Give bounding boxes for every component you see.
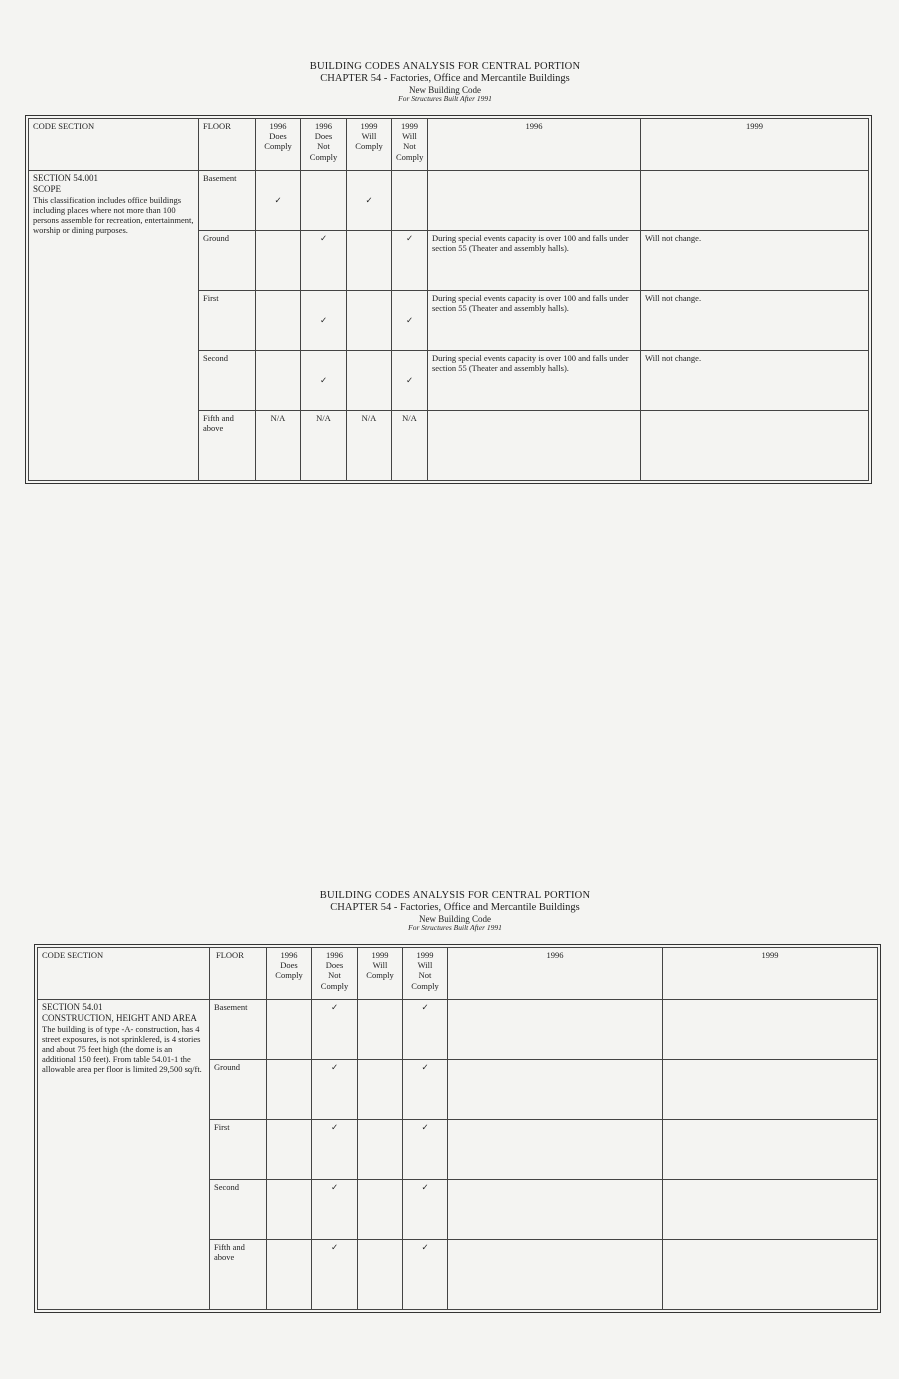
doc1-header-row — [29, 119, 869, 171]
doc2-section-cell — [38, 1000, 210, 1310]
floor-cell: Ground — [210, 1060, 267, 1120]
check-cell: ✓ — [256, 171, 301, 231]
doc2-1999-will-comply-header: 1999 Will Comply — [358, 948, 403, 1000]
check-cell — [347, 291, 392, 351]
doc1-1996-does-comply-header: 1996 Does Comply — [256, 119, 301, 171]
doc1-1999-not-comply-header: 1999 Will Not Comply — [392, 119, 428, 171]
table-row — [29, 171, 869, 231]
check-cell — [358, 1060, 403, 1120]
check-cell — [347, 351, 392, 411]
check-cell: ✓ — [312, 1120, 358, 1180]
check-cell — [267, 1120, 312, 1180]
check-cell: ✓ — [312, 1240, 358, 1310]
check-cell: ✓ — [392, 231, 428, 291]
floor-cell: First — [210, 1120, 267, 1180]
check-cell — [358, 1180, 403, 1240]
floor-cell: Fifth and above — [199, 411, 256, 481]
floor-cell: Basement — [210, 1000, 267, 1060]
doc2-section-name: CONSTRUCTION, HEIGHT AND AREA — [42, 1012, 197, 1023]
na-cell: N/A — [256, 411, 301, 481]
note-1999-cell — [641, 171, 869, 231]
check-cell — [301, 171, 347, 231]
doc2-1996-does-comply-header: 1996 Does Comply — [267, 948, 312, 1000]
doc2-section-text: The building is of type -A- construction, has 4 street exposures, is not sprinklered, is 4 stories and about 75 feet high (the dome is an additional 150 feet). From table 54.01-1 the allowable area per floor is limited 29,500 sq/ft. — [42, 1023, 202, 1075]
check-cell — [256, 231, 301, 291]
check-cell: ✓ — [392, 351, 428, 411]
doc2-1999-not-comply-header: 1999 Will Not Comply — [403, 948, 448, 1000]
doc2-code-section-header: CODE SECTION — [38, 948, 210, 1000]
doc1-header — [245, 61, 645, 103]
check-cell — [358, 1120, 403, 1180]
note-1996-cell — [448, 1000, 663, 1060]
na-cell: N/A — [392, 411, 428, 481]
doc2-header — [255, 890, 655, 932]
check-cell: ✓ — [312, 1180, 358, 1240]
note-1999-cell: Will not change. — [641, 291, 869, 351]
doc2-note: For Structures Built After 1991 — [408, 922, 502, 932]
check-cell — [267, 1000, 312, 1060]
note-1999-cell — [663, 1240, 878, 1310]
doc1-code-section-header: CODE SECTION — [29, 119, 199, 171]
check-cell — [392, 171, 428, 231]
floor-cell: Basement — [199, 171, 256, 231]
doc2-1999-notes-header: 1999 — [663, 948, 878, 1000]
na-cell: N/A — [347, 411, 392, 481]
note-1996-cell — [448, 1060, 663, 1120]
check-cell — [256, 291, 301, 351]
check-cell: ✓ — [403, 1000, 448, 1060]
doc2-title: BUILDING CODES ANALYSIS FOR CENTRAL PORTION — [319, 890, 591, 901]
check-cell: ✓ — [347, 171, 392, 231]
floor-cell: Second — [199, 351, 256, 411]
note-1999-cell — [663, 1060, 878, 1120]
note-1996-cell — [428, 171, 641, 231]
doc1-note: For Structures Built After 1991 — [398, 93, 492, 103]
note-1999-cell — [641, 411, 869, 481]
doc1-1999-will-comply-header: 1999 Will Comply — [347, 119, 392, 171]
doc2-1996-not-comply-header: 1996 Does Not Comply — [312, 948, 358, 1000]
doc2-header-row — [38, 948, 878, 1000]
check-cell: ✓ — [392, 291, 428, 351]
check-cell — [267, 1060, 312, 1120]
check-cell: ✓ — [301, 351, 347, 411]
doc1-1999-notes-header: 1999 — [641, 119, 869, 171]
check-cell: ✓ — [301, 291, 347, 351]
check-cell — [267, 1240, 312, 1310]
doc2-floor-header: FLOOR — [210, 948, 267, 1000]
note-1999-cell: Will not change. — [641, 351, 869, 411]
doc1-subtitle: New Building Code — [409, 84, 481, 95]
note-1999-cell — [663, 1120, 878, 1180]
check-cell — [347, 231, 392, 291]
note-1999-cell: Will not change. — [641, 231, 869, 291]
check-cell — [358, 1240, 403, 1310]
doc1-floor-header: FLOOR — [199, 119, 256, 171]
doc1-table — [28, 118, 869, 481]
note-1996-cell: During special events capacity is over 100 and falls under section 55 (Theater and assembly halls). — [428, 231, 641, 291]
doc1-title: BUILDING CODES ANALYSIS FOR CENTRAL PORTION — [309, 61, 581, 72]
check-cell: ✓ — [403, 1060, 448, 1120]
note-1999-cell — [663, 1000, 878, 1060]
doc1-section-name: SCOPE — [33, 183, 62, 194]
check-cell: ✓ — [312, 1000, 358, 1060]
floor-cell: Second — [210, 1180, 267, 1240]
check-cell: ✓ — [403, 1180, 448, 1240]
note-1996-cell — [448, 1120, 663, 1180]
doc2-1996-notes-header: 1996 — [448, 948, 663, 1000]
check-cell: ✓ — [403, 1120, 448, 1180]
table-row — [38, 1000, 878, 1060]
floor-cell: First — [199, 291, 256, 351]
doc1-section-cell — [29, 171, 199, 481]
doc2-chapter: CHAPTER 54 - Factories, Office and Mercantile Buildings — [330, 901, 580, 913]
doc1-section-text: This classification includes office buildings including places where not more than 100 persons assemble for recreation, entertainment, worship or dining purposes. — [33, 194, 194, 236]
check-cell: ✓ — [301, 231, 347, 291]
doc2-table — [37, 947, 878, 1310]
doc1-chapter: CHAPTER 54 - Factories, Office and Mercantile Buildings — [320, 72, 570, 84]
note-1996-cell — [448, 1240, 663, 1310]
check-cell — [267, 1180, 312, 1240]
note-1996-cell: During special events capacity is over 100 and falls under section 55 (Theater and assembly halls). — [428, 291, 641, 351]
doc1-1996-notes-header: 1996 — [428, 119, 641, 171]
check-cell — [358, 1000, 403, 1060]
check-cell — [256, 351, 301, 411]
na-cell: N/A — [301, 411, 347, 481]
doc1-section-number: SECTION 54.001 — [33, 173, 98, 183]
note-1999-cell — [663, 1180, 878, 1240]
floor-cell: Fifth and above — [210, 1240, 267, 1310]
floor-cell: Ground — [199, 231, 256, 291]
doc2-subtitle: New Building Code — [419, 913, 491, 924]
check-cell: ✓ — [312, 1060, 358, 1120]
note-1996-cell: During special events capacity is over 100 and falls under section 55 (Theater and assembly halls). — [428, 351, 641, 411]
doc1-1996-not-comply-header: 1996 Does Not Comply — [301, 119, 347, 171]
note-1996-cell — [448, 1180, 663, 1240]
doc2-section-number: SECTION 54.01 — [42, 1002, 103, 1012]
check-cell: ✓ — [403, 1240, 448, 1310]
note-1996-cell — [428, 411, 641, 481]
